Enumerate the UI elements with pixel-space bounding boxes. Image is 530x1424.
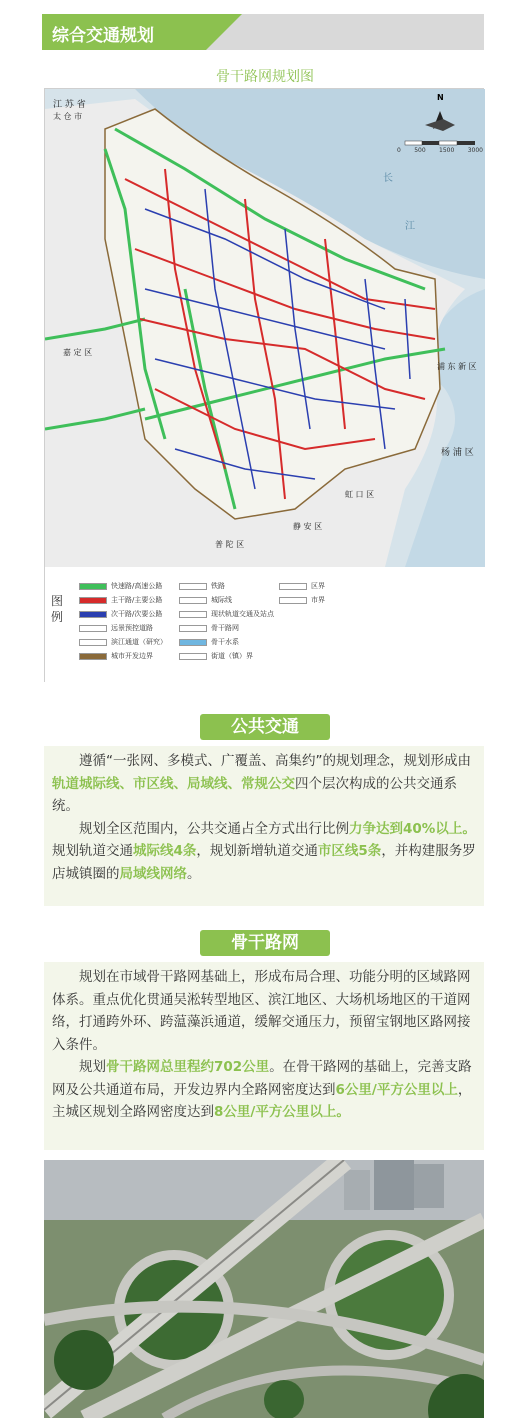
legend-item-label: 快速路/高速公路	[111, 582, 163, 590]
highlight-text: 城际线4条	[133, 843, 197, 859]
body-text: 遵循“一张网、多模式、广覆盖、高集约”的规划理念，规划形成由	[79, 753, 471, 769]
map-label-taicang: 太 仓 市	[53, 112, 83, 121]
map-label-pudong: 浦 东 新 区	[437, 362, 477, 371]
section-header-bar	[42, 14, 484, 50]
legend-item-label: 次干路/次要公路	[111, 610, 163, 618]
legend-item	[79, 595, 162, 605]
legend-item	[79, 637, 167, 647]
map-legend	[45, 567, 485, 683]
legend-swatch	[179, 583, 207, 590]
compass-north-label: N	[437, 93, 444, 102]
transit-text-box	[44, 746, 484, 906]
legend-item	[179, 595, 232, 605]
legend-swatch	[179, 653, 207, 660]
legend-swatch	[79, 597, 107, 604]
legend-item-label: 区界	[311, 582, 325, 590]
map-label-jingan: 静 安 区	[293, 522, 323, 531]
legend-item-label: 现状轨道交通及站点	[211, 610, 274, 618]
legend-item-label: 市界	[311, 596, 325, 604]
body-text: 。	[187, 865, 201, 882]
interchange-illustration	[44, 1160, 484, 1418]
map-label-hongkou: 虹 口 区	[345, 490, 375, 499]
roads-paragraph-2	[44, 1056, 484, 1124]
legend-item-label: 铁路	[211, 582, 225, 590]
legend-swatch	[279, 597, 307, 604]
legend-swatch	[79, 625, 107, 632]
roads-paragraph-1	[44, 966, 484, 1056]
map-label-jiading: 嘉 定 区	[63, 348, 93, 357]
scale-label-0: 0	[397, 147, 401, 154]
body-text: ，并构建服务罗店城镇圈的	[52, 843, 476, 882]
map-label-river-a: 长	[383, 173, 393, 184]
scale-labels	[397, 147, 483, 154]
legend-swatch	[79, 583, 107, 590]
legend-item	[179, 623, 239, 633]
map-label-jiangsu: 江 苏 省	[53, 100, 86, 110]
legend-label: 图例	[51, 594, 64, 624]
legend-item-label: 城际线	[211, 596, 232, 604]
legend-item	[179, 651, 253, 661]
map-canvas	[45, 89, 485, 567]
highlight-text: 市区线5条	[317, 843, 382, 859]
highlight-text: 局域线网络	[119, 865, 187, 882]
legend-swatch	[179, 611, 207, 618]
legend-item-label: 骨干水系	[211, 638, 239, 646]
legend-item	[79, 651, 153, 661]
highlight-text: 8公里/平方公里以上。	[214, 1104, 350, 1120]
roads-text-box	[44, 962, 484, 1150]
legend-swatch	[79, 611, 107, 618]
legend-item-label: 城市开发边界	[111, 652, 153, 660]
body-text: ，主城区规划全路网密度达到	[52, 1081, 472, 1120]
legend-item-label: 骨干路网	[211, 624, 239, 632]
scale-label-1500: 1500	[439, 147, 455, 154]
interchange-photo	[44, 1160, 484, 1418]
legend-item-label: 街道（镇）界	[211, 652, 253, 660]
highlight-text: 6公里/平方公里以上	[335, 1081, 458, 1098]
section-header-title: 综合交通规划	[52, 26, 154, 46]
highlight-text: 轨道城际线、市区线、局域线、常规公交	[52, 775, 295, 792]
legend-swatch	[79, 639, 107, 646]
highlight-text: 力争达到40%以上。	[349, 820, 476, 837]
legend-swatch	[79, 653, 107, 660]
legend-item-label: 滨江通道（研究）	[111, 638, 167, 646]
legend-item	[79, 581, 162, 591]
roads-heading: 骨干路网	[200, 930, 330, 956]
body-text: ，规划新增轨道交通	[196, 843, 318, 859]
transit-heading: 公共交通	[200, 714, 330, 740]
legend-item	[179, 581, 225, 591]
body-text: 规划在市域骨干路网基础上，形成布局合理、功能分明的区域路网体系。重点优化贯通吴淞转型地区、滨江地区、大场机场地区的干道网络，打通跨外环、跨蕰藻浜通道，缓解交通压力，预留宝钢地区路网接入条件。	[52, 969, 471, 1053]
map-label-river-b: 江	[405, 221, 415, 232]
road-network-map	[44, 88, 484, 682]
legend-item	[79, 609, 162, 619]
transit-paragraph-1	[44, 750, 484, 818]
map-illustration	[45, 89, 485, 567]
body-text: 。在骨干路网的基础上，完善支路网及公共通道布局，开发边界内全路网密度达到	[52, 1059, 472, 1098]
body-text: 规划	[79, 1059, 106, 1075]
legend-swatch	[179, 625, 207, 632]
map-label-yangpu: 杨 浦 区	[441, 448, 474, 458]
body-text: 规划全区范围内，公共交通占全方式出行比例	[79, 820, 349, 837]
legend-swatch	[179, 639, 207, 646]
legend-item	[179, 609, 274, 619]
map-label-putuo: 普 陀 区	[215, 540, 245, 549]
body-text: 规划轨道交通	[52, 843, 133, 859]
scale-label-3000: 3000	[467, 147, 483, 154]
legend-item	[279, 581, 325, 591]
scale-label-500: 500	[414, 147, 426, 154]
map-title: 骨干路网规划图	[216, 69, 314, 85]
transit-paragraph-2	[44, 818, 484, 886]
legend-item	[179, 637, 239, 647]
legend-swatch	[179, 597, 207, 604]
legend-item	[279, 595, 325, 605]
legend-item-label: 远景预控道路	[111, 624, 153, 632]
legend-item-label: 主干路/主要公路	[111, 596, 163, 604]
legend-swatch	[279, 583, 307, 590]
body-text: 四个层次构成的公共交通系统。	[52, 775, 457, 814]
legend-item	[79, 623, 153, 633]
highlight-text: 骨干路网总里程约702公里	[106, 1059, 270, 1075]
